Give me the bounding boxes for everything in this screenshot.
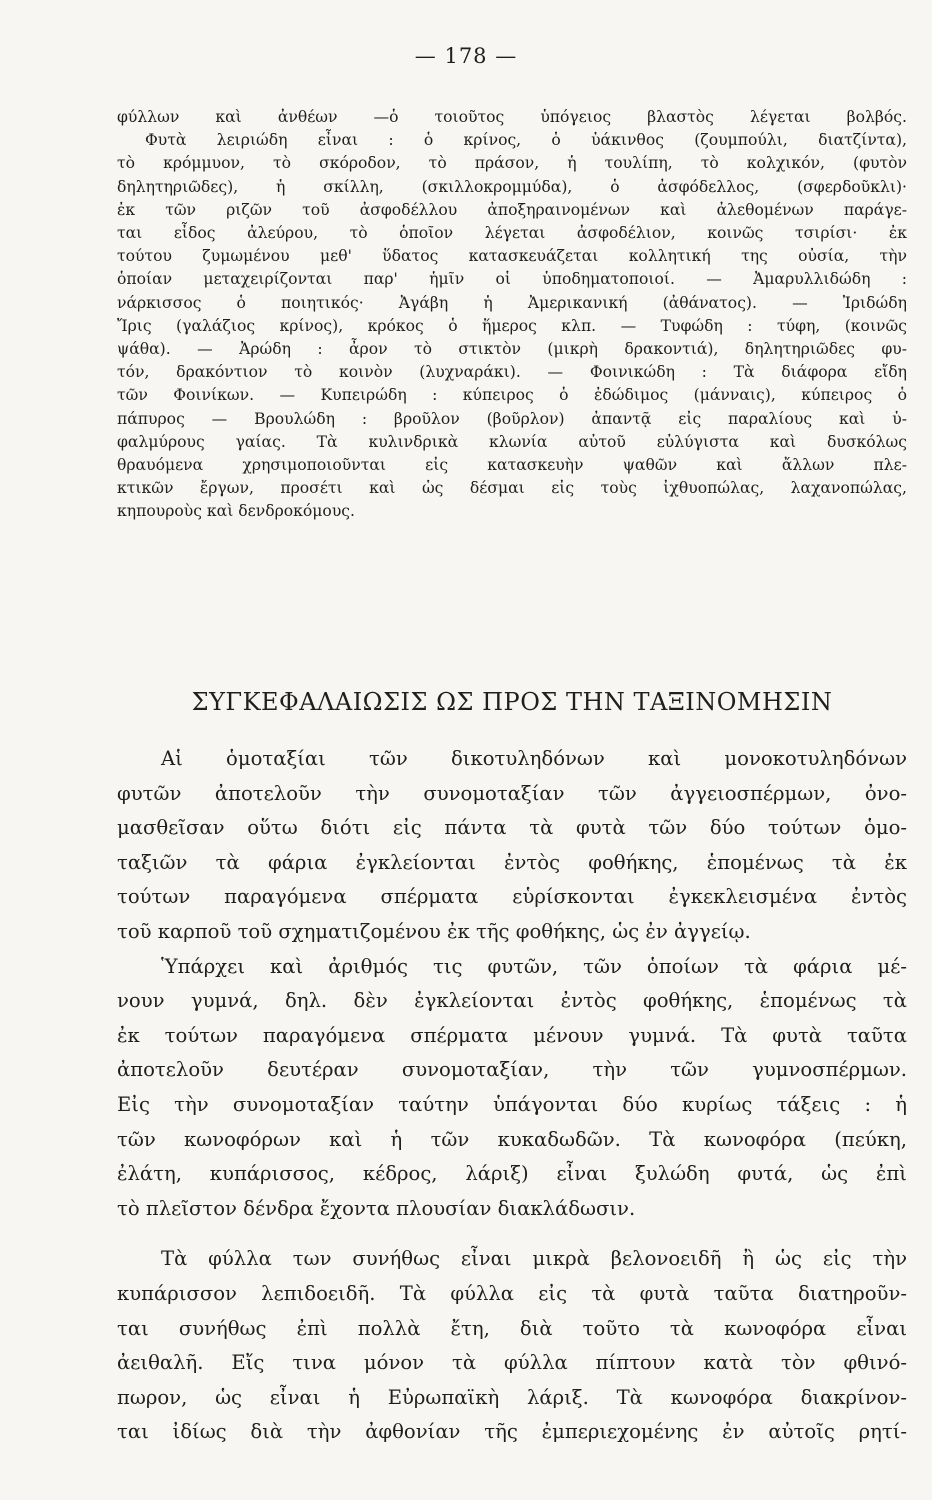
text-line: ται συνήθως ἐπὶ πολλὰ ἔτη, διὰ τοῦτο τὰ κωνοφόρα εἶναι	[117, 1316, 907, 1340]
text-line: ται ἰδίως διὰ τὴν ἀφθονίαν τῆς ἐμπεριεχομένης ἐν αὐτοῖς ρητί-	[117, 1420, 907, 1444]
section-heading: ΣΥΓΚΕΦΑΛΑΙΩΣΙΣ ΩΣ ΠΡΟΣ ΤΗΝ ΤΑΞΙΝΟΜΗΣΙΝ	[191, 688, 833, 716]
text-line: φύλλων καὶ ἀνθέων —ὁ τοιοῦτος ὑπόγειος βλαστὸς λέγεται βολβός.	[117, 108, 907, 126]
text-line: ἐκ τῶν ριζῶν τοῦ ἀσφοδέλλου ἀποξηραινομένων καὶ ἀλεθομένων παράγε-	[117, 200, 907, 219]
text-line: κηπουροὺς καὶ δενδροκόμους.	[117, 502, 355, 521]
text-line: ται εἶδος ἀλεύρου, τὸ ὁποῖον λέγεται ἀσφοδέλιον, κοινῶς τσιρίσι· ἐκ	[117, 224, 907, 243]
text-line: δηλητηριῶδες), ἡ σκίλλη, (σκιλλοκρομμύδα), ὁ ἀσφόδελλος, (σφερδοῦκλι)·	[117, 177, 907, 196]
text-line: νάρκισσος ὁ ποιητικός· Ἀγάβη ἡ Ἀμερικανική (ἀθάνατος). — Ἰριδώδη	[117, 293, 907, 312]
text-line: κυπάρισσον λεπιδοειδῆ. Τὰ φύλλα εἰς τὰ φυτὰ ταῦτα διατηροῦν-	[117, 1281, 907, 1305]
plant-families-paragraph	[117, 106, 907, 524]
text-line: ἀποτελοῦν δευτέραν συνομοταξίαν, τὴν τῶν γυμνοσπέρμων.	[117, 1058, 907, 1082]
text-line: θραυόμενα χρησιμοποιοῦνται εἰς κατασκευὴν ψαθῶν καὶ ἄλλων πλε-	[117, 456, 907, 475]
text-line: πάπυρος — Βρουλώδη : βροῦλον (βοῦρλον) ἀπαντᾷ εἰς παραλίους καὶ ὑ-	[117, 409, 907, 428]
text-line: Τὰ φύλλα των συνήθως εἶναι μικρὰ βελονοειδῆ ἢ ὡς εἰς τὴν	[161, 1247, 907, 1271]
text-line: Ἴρις (γαλάζιος κρίνος), κρόκος ὁ ἥμερος κλπ. — Τυφώδη : τύφη, (κοινῶς	[117, 316, 907, 335]
text-line: Ὑπάρχει καὶ ἀριθμός τις φυτῶν, τῶν ὁποίων τὰ φάρια μέ-	[161, 954, 907, 978]
text-line: νουν γυμνά, δηλ. δὲν ἐγκλείονται ἐντὸς φοθήκης, ἑπομένως τὰ	[117, 989, 907, 1013]
text-line: Εἰς τὴν συνομοταξίαν ταύτην ὑπάγονται δύο κυρίως τάξεις : ἡ	[117, 1092, 907, 1116]
text-line: τὸ πλεῖστον δένδρα ἔχοντα πλουσίαν διακλάδωσιν.	[117, 1196, 636, 1220]
text-line: τοῦ καρποῦ τοῦ σχηματιζομένου ἐκ τῆς φοθήκης, ὡς ἐν ἀγγείῳ.	[117, 919, 751, 943]
text-line: τῶν Φοινίκων. — Κυπειρώδη : κύπειρος ὁ ἐδώδιμος (μάνναις), κύπειρος ὁ	[117, 386, 907, 405]
text-line: φυτῶν ἀποτελοῦν τὴν συνομοταξίαν τῶν ἀγγειοσπέρμων, ὀνο-	[117, 781, 907, 805]
text-line: ψάθα). — Ἀρώδη : ἆρον τὸ στικτὸν (μικρὴ δρακοντιά), δηλητηριῶδες φυ-	[117, 340, 907, 359]
text-line: ὁποίαν μεταχειρίζονται παρ' ἡμῖν οἱ ὑποδηματοποιοί. — Ἀμαρυλλιδώδη :	[117, 270, 907, 289]
text-line: Φυτὰ λειριώδη εἶναι : ὁ κρίνος, ὁ ὑάκινθος (ζουμπούλι, διατζίντα),	[145, 131, 907, 150]
text-line: Αἱ ὁμοταξίαι τῶν δικοτυληδόνων καὶ μονοκοτυληδόνων	[161, 747, 907, 770]
text-line: ἐλάτη, κυπάρισσος, κέδρος, λάριξ) εἶναι ξυλώδη φυτά, ὡς ἐπὶ	[117, 1162, 907, 1186]
text-line: τούτου ζυμωμένου μεθ' ὕδατος κατασκευάζεται κολλητική της οὐσία, τὴν	[117, 247, 907, 266]
text-line: τὸ κρόμμυον, τὸ σκόροδον, τὸ πράσον, ἡ τουλίπη, τὸ κολχικόν, (φυτὸν	[117, 154, 907, 173]
page-number: — 178 —	[414, 44, 518, 68]
text-line: τούτων παραγόμενα σπέρματα εὑρίσκονται ἐγκεκλεισμένα ἐντὸς	[117, 885, 907, 909]
text-line: ἐκ τούτων παραγόμενα σπέρματα μένουν γυμνά. Τὰ φυτὰ ταῦτα	[117, 1023, 907, 1047]
text-line: κτικῶν ἔργων, προσέτι καὶ ὡς δέσμαι εἰς τοὺς ἰχθυοπώλας, λαχανοπώλας,	[117, 479, 907, 498]
text-line: φαλμύρους γαίας. Τὰ κυλινδρικὰ κλωνία αὐτοῦ εὐλύγιστα καὶ δυσκόλως	[117, 432, 907, 451]
paragraph-spacer	[117, 1226, 907, 1242]
classification-summary	[117, 742, 907, 1450]
text-line: ἀειθαλῆ. Εἴς τινα μόνον τὰ φύλλα πίπτουν κατὰ τὸν φθινό-	[117, 1351, 907, 1375]
text-line: τῶν κωνοφόρων καὶ ἡ τῶν κυκαδωδῶν. Τὰ κωνοφόρα (πεύκη,	[117, 1127, 907, 1151]
text-line: ταξιῶν τὰ φάρια ἐγκλείονται ἐντὸς φοθήκης, ἑπομένως τὰ ἐκ	[117, 850, 907, 874]
text-line: μασθεῖσαν οὕτω διότι εἰς πάντα τὰ φυτὰ τῶν δύο τούτων ὁμο-	[117, 816, 907, 840]
text-line: τόν, δρακόντιον τὸ κοινὸν (λυχναράκι). — Φοινικώδη : Τὰ διάφορα εἴδη	[117, 363, 907, 382]
text-line: πωρον, ὡς εἶναι ἡ Εὐρωπαϊκὴ λάριξ. Τὰ κωνοφόρα διακρίνον-	[117, 1385, 907, 1409]
